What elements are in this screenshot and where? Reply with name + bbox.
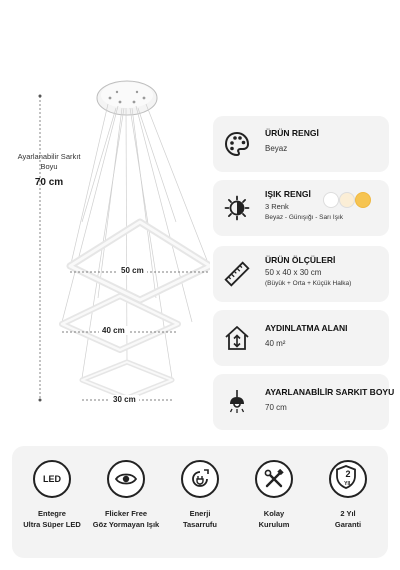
ring-large-label: 50 cm (118, 266, 147, 275)
feature-led (14, 460, 90, 530)
card-value: Beyaz (265, 144, 288, 153)
feature-easy-install (236, 460, 312, 530)
card-title: ÜRÜN ÖLÇÜLERİ (265, 255, 336, 265)
features-strip (12, 446, 388, 558)
feature-line2: Garanti (334, 520, 362, 529)
card-lighting-area (213, 310, 389, 366)
feature-energy-saving (162, 460, 238, 530)
feature-line1: 2 Yıl (340, 509, 356, 518)
card-value: 3 Renk (265, 202, 289, 211)
ring-small-label: 30 cm (110, 395, 139, 404)
ruler-icon (223, 260, 251, 288)
feature-line2: Ultra Süper LED (23, 520, 81, 529)
feature-line2: Tasarrufu (182, 520, 218, 529)
led-icon: LED (33, 460, 71, 498)
card-light-color (213, 180, 389, 236)
swatch-daylight (339, 192, 355, 208)
card-product-color (213, 116, 389, 172)
feature-flicker-free (88, 460, 164, 530)
energy-plug-icon (181, 460, 219, 498)
card-title: AYDINLATMA ALANI (265, 323, 348, 333)
card-title: AYARLANABİLİR SARKIT BOYU (265, 387, 395, 397)
feature-line1: Flicker Free (104, 509, 148, 518)
pendant-lamp-icon (223, 388, 251, 416)
card-value: 70 cm (265, 403, 287, 412)
card-value: 50 x 40 x 30 cm (265, 268, 322, 277)
ring-medium-label: 40 cm (99, 326, 128, 335)
card-title: IŞIK RENGİ (265, 189, 311, 199)
palette-icon (223, 130, 251, 158)
card-subtext: (Büyük + Orta + Küçük Halka) (265, 280, 352, 287)
ring-large (70, 222, 210, 300)
house-arrow-icon (223, 324, 251, 352)
card-subtext: Beyaz - Günışığı - Sarı Işık (265, 214, 344, 221)
warranty-shield-icon: 2 YIL (329, 460, 367, 498)
ring-small (82, 362, 172, 398)
card-adjustable-length (213, 374, 395, 430)
feature-line2: Kurulum (258, 520, 290, 529)
feature-line1: Kolay (263, 509, 285, 518)
card-value: 40 m² (265, 339, 286, 348)
tools-icon (255, 460, 293, 498)
chandelier-illustration (0, 0, 210, 440)
swatch-white (323, 192, 339, 208)
card-title: ÜRÜN RENGİ (265, 128, 319, 138)
card-dimensions (213, 246, 389, 302)
feature-line1: Enerji (189, 509, 211, 518)
adjustable-length-value: 70 cm (34, 177, 64, 188)
adjustable-length-title: Ayarlanabilir Sarkıt Boyu (17, 152, 81, 171)
feature-line1: Entegre (38, 509, 66, 518)
eye-icon (107, 460, 145, 498)
sun-moon-icon (223, 194, 251, 222)
feature-warranty (310, 460, 386, 530)
feature-line2: Göz Yormayan Işık (92, 520, 160, 529)
swatch-yellow (355, 192, 371, 208)
